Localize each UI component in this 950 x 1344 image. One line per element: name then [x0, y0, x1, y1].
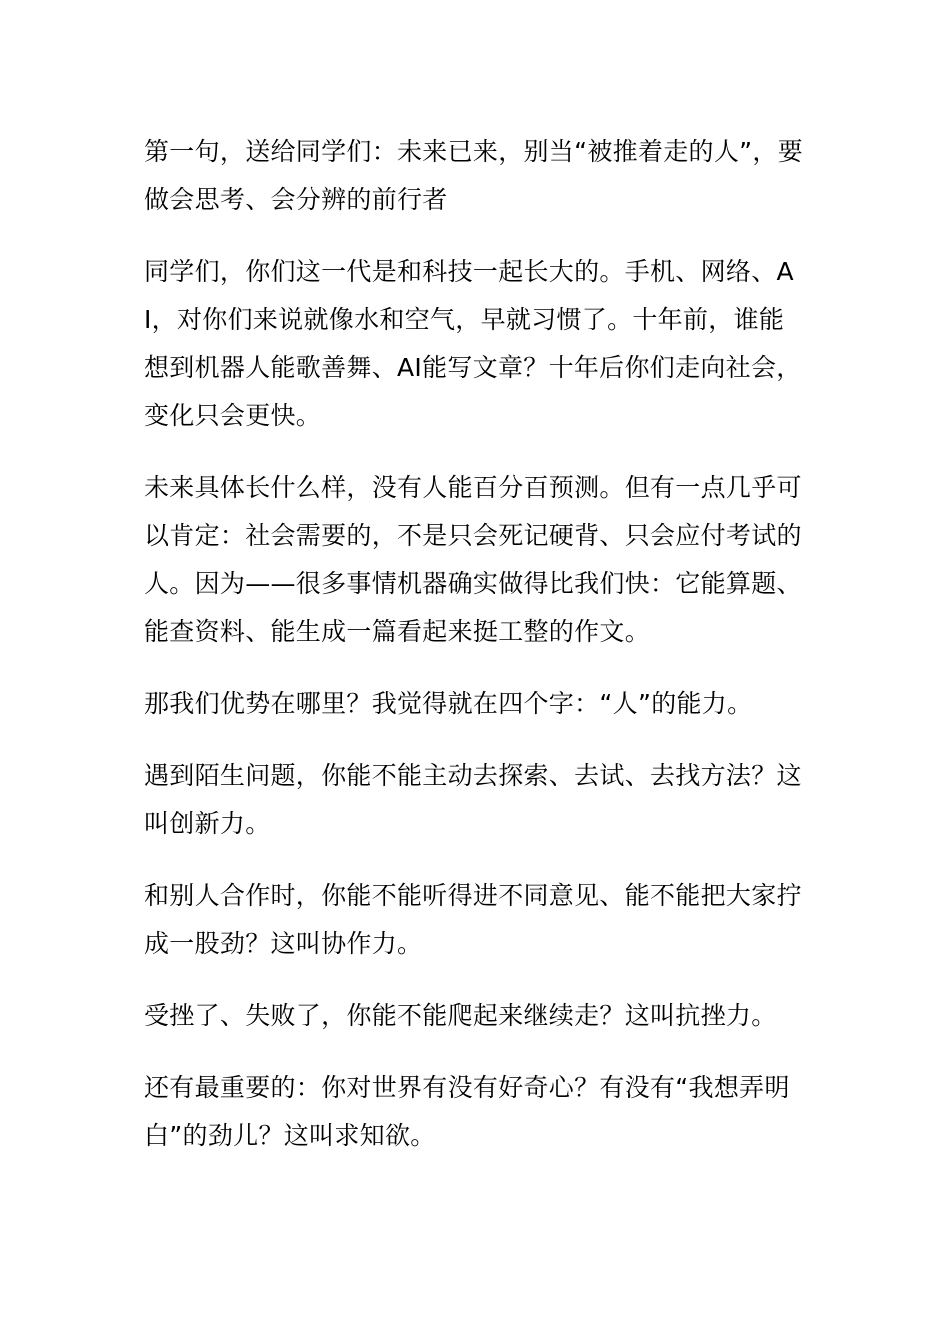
paragraph: 遇到陌生问题，你能不能主动去探索、去试、去找方法？这叫创新力。 — [144, 761, 802, 838]
paragraph: 受挫了、失败了，你能不能爬起来继续走？这叫抗挫力。 — [144, 1001, 777, 1030]
paragraph: 和别人合作时，你能不能听得进不同意见、能不能把大家拧成一股劲？这叫协作力。 — [144, 881, 802, 958]
paragraph: 同学们，你们这一代是和科技一起长大的。手机、网络、AI，对你们来说就像水和空气，早就习惯了。十年前，谁能想到机器人能歌善舞、AI能写文章？十年后你们走向社会，变化只会更快。 — [144, 257, 802, 430]
paragraph-heading: 第一句，送给同学们：未来已来，别当“被推着走的人”，要做会思考、会分辨的前行者 — [144, 137, 804, 214]
paragraph: 还有最重要的：你对世界有没有好奇心？有没有“我想弄明白”的劲儿？这叫求知欲。 — [144, 1073, 790, 1150]
paragraph: 那我们优势在哪里？我觉得就在四个字：“人”的能力。 — [144, 689, 753, 718]
paragraph: 未来具体长什么样，没有人能百分百预测。但有一点几乎可以肯定：社会需要的，不是只会死记硬背、只会应付考试的人。因为——很多事情机器确实做得比我们快：它能算题、能查资料、能生成一篇看起来挺工整的作文。 — [144, 473, 802, 646]
document-body — [144, 128, 804, 1184]
